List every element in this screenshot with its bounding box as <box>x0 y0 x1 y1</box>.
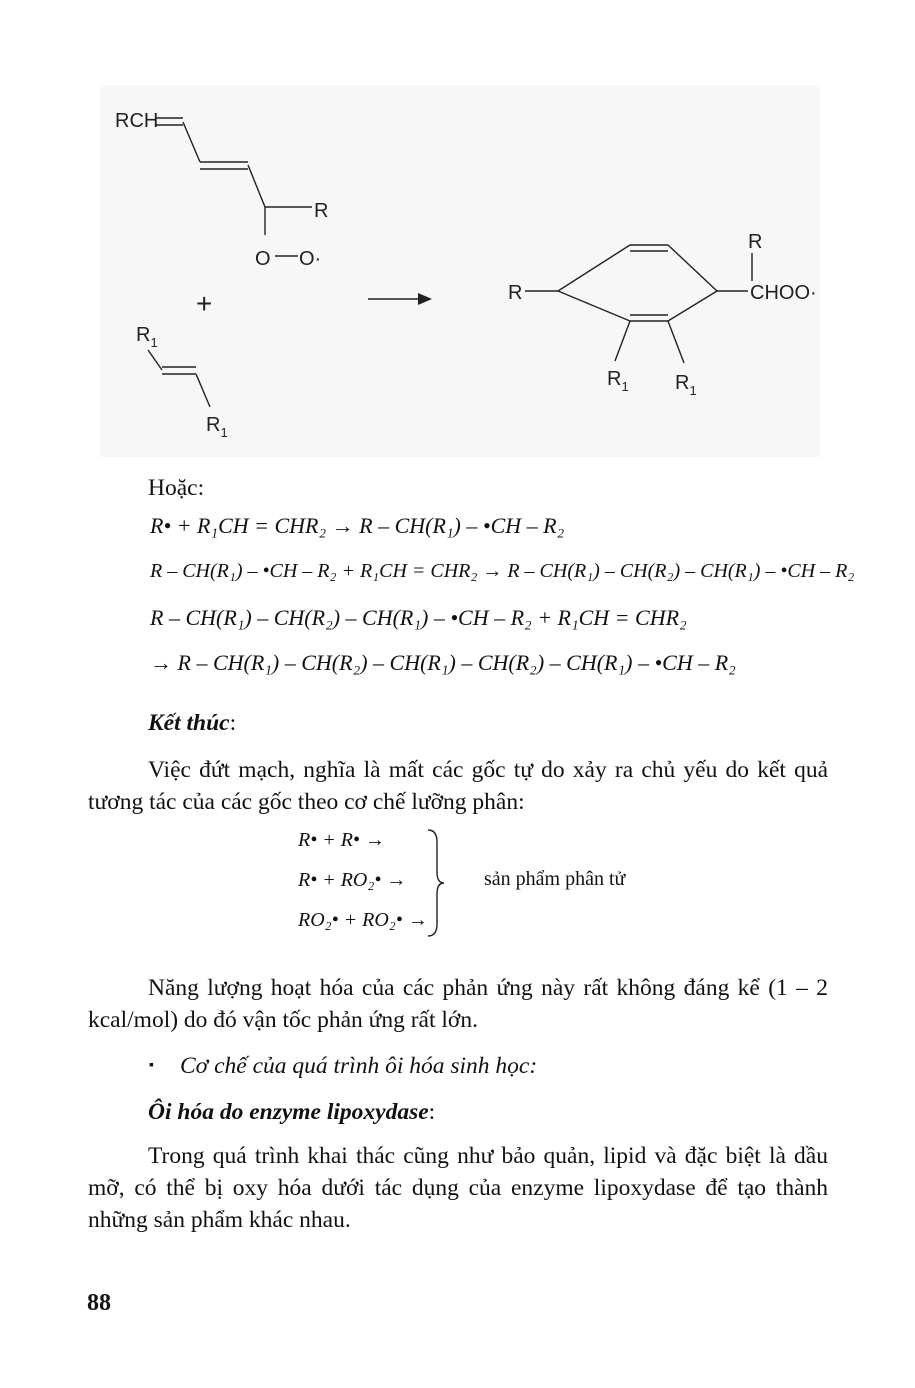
scheme-drawing <box>100 85 820 457</box>
o-radical-label: O· <box>299 248 322 270</box>
equation-1: R• + R₁CH = CHR₂ → R – CH(R₁) – •CH – R₂ <box>150 513 565 538</box>
r1-bottom-label: $R_1$ <box>206 414 228 440</box>
enzyme-colon: : <box>428 1099 436 1125</box>
r1-top-label: $R_1$ <box>136 324 158 350</box>
bullet-text: Cơ chế của quá trình ôi hóa sinh học: <box>180 1053 538 1079</box>
termination-heading <box>148 707 236 739</box>
page-number: 88 <box>87 1290 111 1316</box>
reaction-scheme <box>100 85 820 457</box>
reaction-1: R• + R• → <box>298 829 385 851</box>
ring-r-left-label: R <box>508 282 523 304</box>
o-label: O <box>255 248 271 270</box>
hoac-label: Hoặc: <box>148 475 205 501</box>
enzyme-paragraph: Trong quá trình khai thác cũng như bảo quản, lipid và đặc biệt là dầu mỡ, có thể bị oxy hóa dưới tác dụng của enzyme lipoxydase để tạo thành những sản phẩm khác nhau. <box>88 1143 828 1233</box>
reaction-2: R• + RO₂• → <box>298 869 407 891</box>
equation-2: R – CH(R₁) – •CH – R₂ + R₁CH = CHR₂ → R – CH(R₁) – CH(R₂) – CH(R₁) – •CH – R₂ <box>150 560 855 582</box>
energy-paragraph: Năng lượng hoạt hóa của các phản ứng này rất không đáng kể (1 – 2 kcal/mol) do đó vận tốc phản ứng rất lớn. <box>88 975 828 1033</box>
equation-3: R – CH(R₁) – CH(R₂) – CH(R₁) – •CH – R₂ + R₁CH = CHR₂ <box>150 605 687 630</box>
termination-heading-text: Kết thúc <box>148 710 230 736</box>
ring-r1-left-label: $R_1$ <box>607 368 629 394</box>
plus-sign: + <box>196 288 213 319</box>
bullet-marker: ▪ <box>149 1058 154 1073</box>
termination-paragraph: Việc đứt mạch, nghĩa là mất các gốc tự do xảy ra chủ yếu do kết quả tương tác của các gốc theo cơ chế lưỡng phân: <box>88 757 828 815</box>
product-label: sản phẩm phân tử <box>484 868 626 890</box>
equation-4: → R – CH(R₁) – CH(R₂) – CH(R₁) – CH(R₂) – CH(R₁) – •CH – R₂ <box>150 650 736 675</box>
ring-r-top-label: R <box>748 231 763 253</box>
brace <box>424 828 448 938</box>
reaction-3: RO₂• + RO₂• → <box>298 909 428 931</box>
enzyme-heading-text: Ôi hóa do enzyme lipoxydase <box>148 1099 429 1125</box>
r-label: R <box>314 200 329 222</box>
choo-label: CHOO· <box>750 282 817 304</box>
ring-r1-right-label: $R_1$ <box>675 372 697 398</box>
termination-colon: : <box>229 710 237 736</box>
rch-label: RCH <box>115 110 159 132</box>
arrow-head <box>418 293 432 305</box>
enzyme-heading <box>148 1096 435 1128</box>
